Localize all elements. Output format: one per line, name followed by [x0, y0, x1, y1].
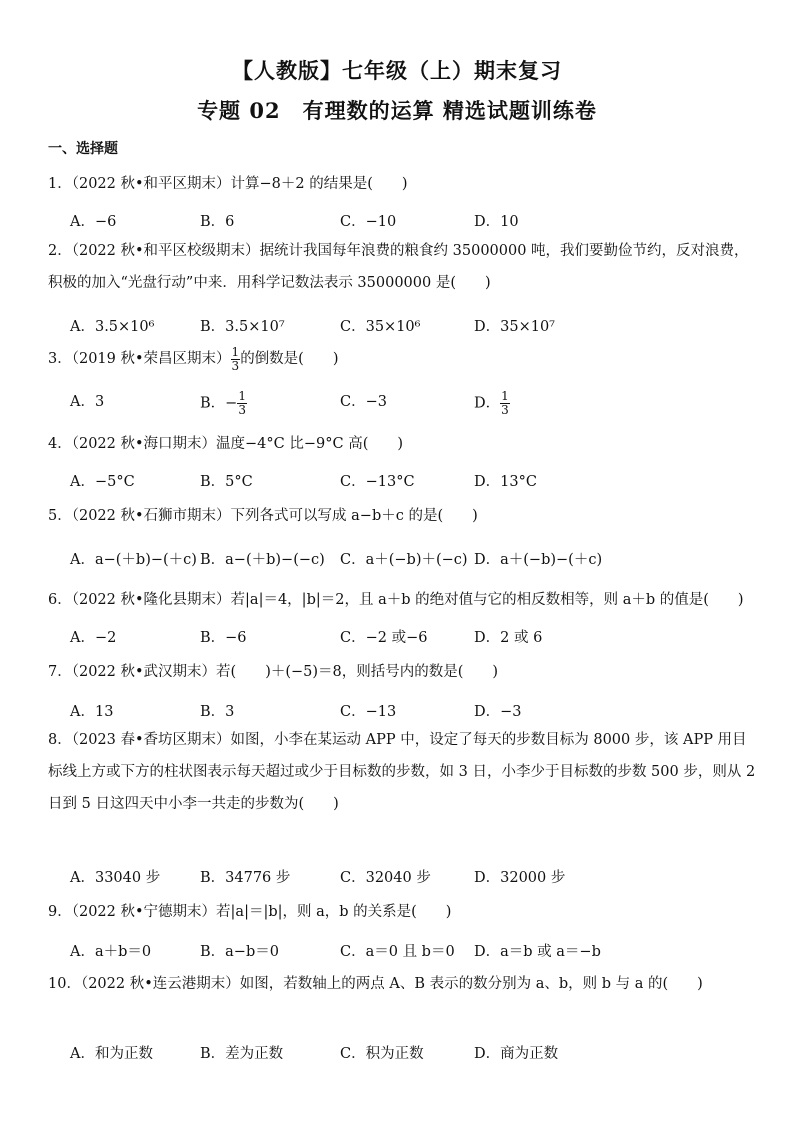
option-c[interactable]: C．−13 — [340, 704, 397, 720]
question-2-stem: 2．（2022 秋•和平区校级期末）据统计我国每年浪费的粮食约 35000000 吨，我们要勤俭节约，反对浪费，积极的加入“光盘行动”中来．用科学记数法表示 35000000 是( ) — [48, 243, 749, 291]
fraction — [500, 390, 510, 417]
question-9-stem: 9．（2022 秋•宁德期末）若|a|＝|b|，则 a，b 的关系是( ) — [48, 904, 452, 920]
option-a[interactable]: A．3 — [70, 394, 105, 410]
question-6-stem: 6．（2022 秋•隆化县期末）若|a|＝4，|b|＝2，且 a＋b 的绝对值与它的相反数相等，则 a＋b 的值是( ) — [48, 592, 744, 608]
question-9-options — [70, 940, 750, 964]
option-b[interactable]: B．34776 步 — [200, 870, 291, 886]
page-title: 【人教版】七年级（上）期末复习 — [232, 58, 562, 83]
option-c[interactable]: C．32040 步 — [340, 870, 431, 886]
option-a[interactable]: A．−5°C — [70, 474, 135, 490]
option-a[interactable]: A．3.5×10⁶ — [70, 319, 155, 335]
question-1-stem: 1．（2022 秋•和平区期末）计算−8＋2 的结果是( ) — [48, 176, 408, 192]
question-3-suffix: 的倒数是( ) — [240, 351, 339, 367]
option-b[interactable]: B．5°C — [200, 474, 253, 490]
option-c[interactable]: C．−2 或−6 — [340, 630, 428, 646]
option-b[interactable]: B．a−(＋b)−(−c) — [200, 552, 325, 568]
option-d[interactable]: D．商为正数 — [474, 1046, 559, 1062]
fraction — [237, 390, 247, 417]
option-a[interactable]: A．−6 — [70, 214, 117, 230]
denominator: 3 — [231, 358, 240, 373]
option-a[interactable]: A．a＋b＝0 — [70, 944, 152, 960]
option-a[interactable]: A．和为正数 — [70, 1046, 153, 1062]
numerator: 1 — [231, 344, 240, 359]
option-d[interactable]: D．2 或 6 — [474, 630, 543, 646]
question-10-stem: 10．（2022 秋•连云港期末）如图，若数轴上的两点 A、B 表示的数分别为 a、b，则 b 与 a 的( ) — [48, 976, 703, 992]
option-d[interactable]: D．a＋(−b)−(＋c) — [474, 552, 603, 568]
option-d[interactable] — [474, 390, 510, 417]
option-c[interactable]: C．a＋(−b)＋(−c) — [340, 552, 468, 568]
option-d[interactable]: D．35×10⁷ — [474, 319, 555, 335]
option-a[interactable]: A．33040 步 — [70, 870, 161, 886]
option-d[interactable]: D．13°C — [474, 474, 537, 490]
page-subtitle: 专题 02 有理数的运算 精选试题训练卷 — [197, 98, 597, 123]
question-3-options — [70, 389, 750, 417]
option-c[interactable]: C．a＝0 且 b＝0 — [340, 944, 455, 960]
option-b[interactable]: B．−6 — [200, 630, 247, 646]
question-4-options — [70, 470, 750, 494]
question-10-options — [70, 1042, 750, 1066]
question-1-options — [70, 210, 750, 234]
option-c[interactable]: C．−10 — [340, 214, 397, 230]
question-5-options — [70, 548, 750, 572]
numerator: 1 — [501, 389, 509, 403]
question-7-options — [70, 700, 750, 724]
option-b[interactable]: B．6 — [200, 214, 235, 230]
option-b-label: B．− — [200, 395, 238, 412]
option-d[interactable]: D．32000 步 — [474, 870, 566, 886]
option-c[interactable]: C．−3 — [340, 394, 387, 410]
option-b[interactable] — [200, 390, 247, 417]
question-2-options — [70, 315, 750, 339]
option-c[interactable]: C．35×10⁶ — [340, 319, 421, 335]
option-c[interactable]: C．积为正数 — [340, 1046, 424, 1062]
fraction — [231, 346, 241, 373]
question-3-stem — [48, 343, 758, 375]
question-4-stem: 4．（2022 秋•海口期末）温度−4°C 比−9°C 高( ) — [48, 436, 404, 452]
option-c[interactable]: C．−13°C — [340, 474, 415, 490]
option-b[interactable]: B．3 — [200, 704, 235, 720]
denominator: 3 — [501, 403, 509, 417]
option-d[interactable]: D．−3 — [474, 704, 522, 720]
question-7-stem: 7．（2022 秋•武汉期末）若( )＋(−5)＝8，则括号内的数是( ) — [48, 664, 499, 680]
option-b[interactable]: B．差为正数 — [200, 1046, 284, 1062]
option-d[interactable]: D．10 — [474, 214, 519, 230]
option-d-label: D． — [474, 395, 501, 412]
option-b[interactable]: B．3.5×10⁷ — [200, 319, 285, 335]
question-8-stem: 8．（2023 春•香坊区期末）如图，小李在某运动 APP 中，设定了每天的步数目标为 8000 步，该 APP 用目标线上方或下方的柱状图表示每天超过或少于目标数的步数，如 3 日，小李少于目标数的步数 500 步，则从 2 日到 5 日这四天中小李一共走的步数为( ) — [48, 732, 756, 812]
option-b[interactable]: B．a−b＝0 — [200, 944, 279, 960]
option-a[interactable]: A．13 — [70, 704, 114, 720]
denominator: 3 — [238, 403, 246, 417]
question-5-stem: 5．（2022 秋•石狮市期末）下列各式可以写成 a−b＋c 的是( ) — [48, 508, 478, 524]
option-a[interactable]: A．a−(＋b)−(＋c) — [70, 552, 197, 568]
question-6-options — [70, 626, 750, 650]
option-d[interactable]: D．a＝b 或 a＝−b — [474, 944, 601, 960]
numerator: 1 — [238, 389, 246, 403]
question-3-prefix: 3．（2019 秋•荣昌区期末） — [48, 351, 231, 367]
question-8-options — [70, 866, 750, 890]
option-a[interactable]: A．−2 — [70, 630, 117, 646]
section-heading: 一、选择题 — [48, 141, 118, 157]
